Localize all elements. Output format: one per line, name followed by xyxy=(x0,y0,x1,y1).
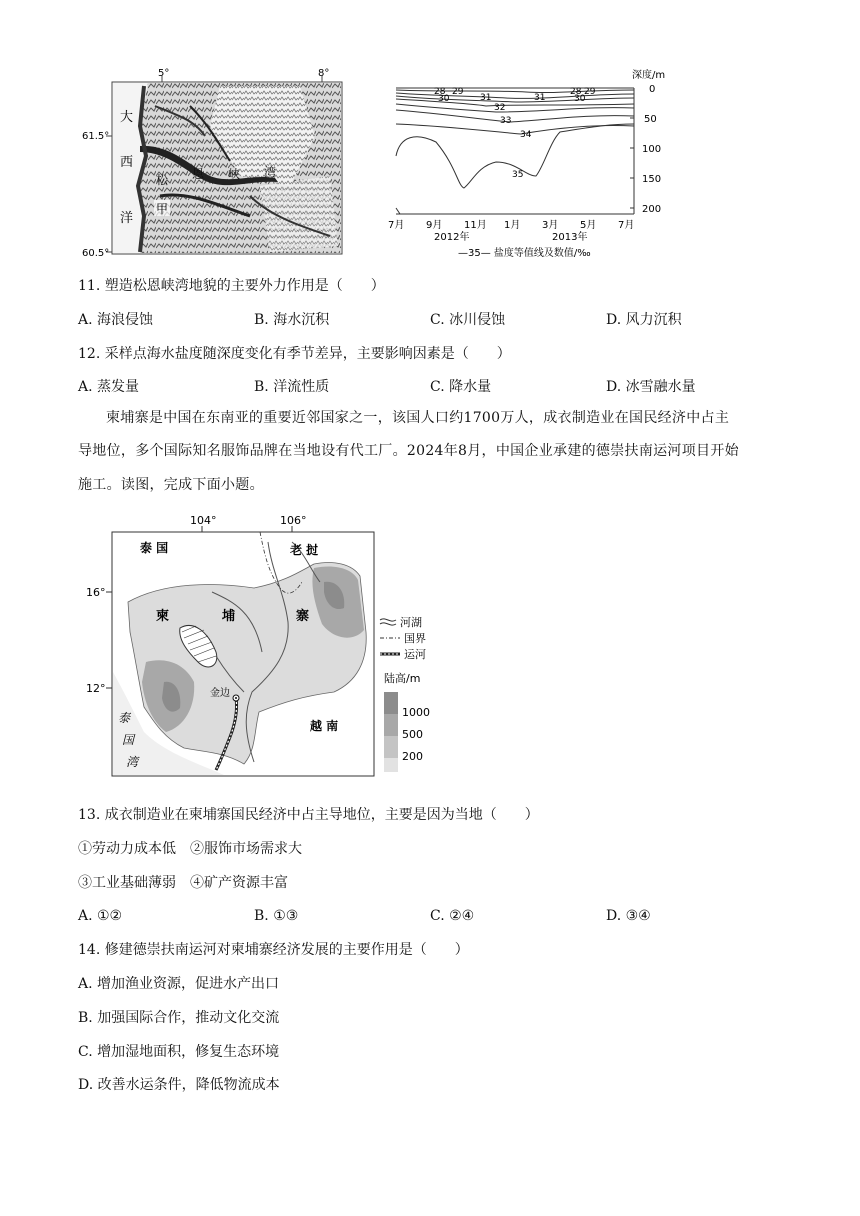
cambodia-map xyxy=(84,512,444,782)
label-cambodia-1: 柬 xyxy=(156,609,170,624)
sample-point-label: 甲 xyxy=(156,202,169,216)
contour-label: 31 xyxy=(480,93,492,103)
chart-legend: —35— 盐度等值线及数值/‰ xyxy=(458,248,591,259)
fjord-char-2: 恩 xyxy=(192,167,205,181)
label-gulf-2: 国 xyxy=(122,733,135,747)
x-tick: 9月 xyxy=(426,220,443,231)
contour-label: 30 xyxy=(574,94,586,104)
year-label: 2012年 xyxy=(434,232,470,243)
q14-option-b[interactable]: B. 加强国际合作，推动文化交流 xyxy=(78,1010,280,1026)
contour-label: 29 xyxy=(452,87,464,97)
q13-option-d[interactable]: D. ③④ xyxy=(606,908,651,924)
elev-swatch-200 xyxy=(384,736,398,758)
q11-option-c[interactable]: C. 冰川侵蚀 xyxy=(430,312,506,328)
q14-option-d[interactable]: D. 改善水运条件，降低物流成本 xyxy=(78,1077,280,1093)
question-14-stem: 14. 修建德崇扶南运河对柬埔寨经济发展的主要作用是（ ） xyxy=(78,942,469,958)
salinity-chart-figure xyxy=(386,66,706,262)
q13-choices-line-2: ③工业基础薄弱 ④矿产资源丰富 xyxy=(78,875,288,891)
q13-choices-line-1: ①劳动力成本低 ②服饰市场需求大 xyxy=(78,841,302,857)
fjord-map-figure xyxy=(82,66,360,262)
label-laos: 老 挝 xyxy=(290,543,319,557)
y-tick: 100 xyxy=(642,144,662,155)
depth-axis-label: 深度/m xyxy=(632,70,666,81)
x-tick: 3月 xyxy=(542,220,559,231)
elev-swatch-500 xyxy=(384,714,398,736)
y-tick: 150 xyxy=(642,174,662,185)
x-tick: 5月 xyxy=(580,220,597,231)
q12-option-b[interactable]: B. 洋流性质 xyxy=(254,379,330,395)
salinity-chart xyxy=(386,66,706,262)
lon-label-8: 8° xyxy=(318,68,330,79)
contour-label: 29 xyxy=(584,87,596,97)
question-13-stem: 13. 成衣制造业在柬埔寨国民经济中占主导地位，主要是因为当地（ ） xyxy=(78,807,539,823)
legend-border: 国界 xyxy=(404,632,426,645)
label-cambodia-3: 寨 xyxy=(296,609,310,624)
q12-option-a[interactable]: A. 蒸发量 xyxy=(78,379,140,395)
x-tick: 1月 xyxy=(504,220,521,231)
legend-elev-200: 200 xyxy=(402,750,423,763)
q14-option-a[interactable]: A. 增加渔业资源，促进水产出口 xyxy=(78,976,280,992)
lat-label-615: 61.5° xyxy=(82,131,110,142)
map-legend xyxy=(380,615,430,772)
y-tick: 50 xyxy=(644,114,657,125)
legend-river: 河湖 xyxy=(400,616,422,629)
cambodia-map-figure xyxy=(84,512,444,782)
contour-label: 31 xyxy=(534,93,546,103)
legend-elev-1000: 1000 xyxy=(402,706,430,719)
year-label: 2013年 xyxy=(552,232,588,243)
lon-label-104: 104° xyxy=(190,514,217,527)
legend-elev-title: 陆高/m xyxy=(384,672,421,685)
elev-swatch-low xyxy=(384,758,398,772)
lat-label-16: 16° xyxy=(86,586,106,599)
lat-label-12: 12° xyxy=(86,682,106,695)
label-vietnam: 越 南 xyxy=(310,719,339,733)
x-axis xyxy=(388,219,634,259)
y-tick: 200 xyxy=(642,204,662,215)
contour-label: 33 xyxy=(500,116,512,126)
x-tick: 7月 xyxy=(388,220,405,231)
x-tick: 7月 xyxy=(618,220,635,231)
legend-canal: 运河 xyxy=(404,648,426,661)
y-tick: 0 xyxy=(649,84,656,95)
q12-option-c[interactable]: C. 降水量 xyxy=(430,379,492,395)
lon-label-106: 106° xyxy=(280,514,307,527)
ocean-char-2: 西 xyxy=(120,155,134,170)
q12-option-d[interactable]: D. 冰雪融水量 xyxy=(606,379,696,395)
fjord-char-3: 峡 xyxy=(228,167,241,181)
city-phnom-penh: 金边 xyxy=(210,688,230,699)
contour-label: 32 xyxy=(494,103,506,113)
question-12-stem: 12. 采样点海水盐度随深度变化有季节差异，主要影响因素是（ ） xyxy=(78,346,511,362)
legend-elev-500: 500 xyxy=(402,728,423,741)
q13-option-c[interactable]: C. ②④ xyxy=(430,908,475,924)
fjord-map xyxy=(82,66,360,262)
passage-line-1: 柬埔寨是中国在东南亚的重要近邻国家之一，该国人口约1700万人，成衣制造业在国民经济中占主 xyxy=(106,410,730,426)
q13-option-a[interactable]: A. ①② xyxy=(78,908,123,924)
contour-label: 28 xyxy=(434,87,446,97)
contour-label: 28 xyxy=(570,87,582,97)
fjord-char-1: 松 xyxy=(156,173,169,187)
passage-line-2: 导地位，多个国际知名服饰品牌在当地设有代工厂。2024年8月，中国企业承建的德崇扶南运河项目开始 xyxy=(78,443,739,459)
contour-label: 34 xyxy=(520,130,532,140)
x-tick: 11月 xyxy=(464,220,487,231)
elev-swatch-1000 xyxy=(384,692,398,714)
lat-label-605: 60.5° xyxy=(82,248,110,259)
ocean-char-3: 洋 xyxy=(120,211,134,226)
label-cambodia-2: 埔 xyxy=(222,609,236,624)
q11-option-a[interactable]: A. 海浪侵蚀 xyxy=(78,312,154,328)
q13-option-b[interactable]: B. ①③ xyxy=(254,908,299,924)
contour-label: 35 xyxy=(512,170,524,180)
label-thailand: 泰 国 xyxy=(140,541,169,555)
question-11-stem: 11. 塑造松恩峡湾地貌的主要外力作用是（ ） xyxy=(78,278,385,294)
q11-option-b[interactable]: B. 海水沉积 xyxy=(254,312,330,328)
label-gulf-1: 泰 xyxy=(118,711,131,725)
ocean-char-1: 大 xyxy=(120,110,134,125)
lon-label-5: 5° xyxy=(158,68,170,79)
label-gulf-3: 湾 xyxy=(126,755,139,769)
contour-label: 30 xyxy=(438,94,450,104)
q14-option-c[interactable]: C. 增加湿地面积，修复生态环境 xyxy=(78,1044,280,1060)
passage-line-3: 施工。读图，完成下面小题。 xyxy=(78,477,264,493)
y-axis xyxy=(630,68,665,215)
q11-option-d[interactable]: D. 风力沉积 xyxy=(606,312,682,328)
fjord-char-4: 湾 xyxy=(264,165,277,179)
